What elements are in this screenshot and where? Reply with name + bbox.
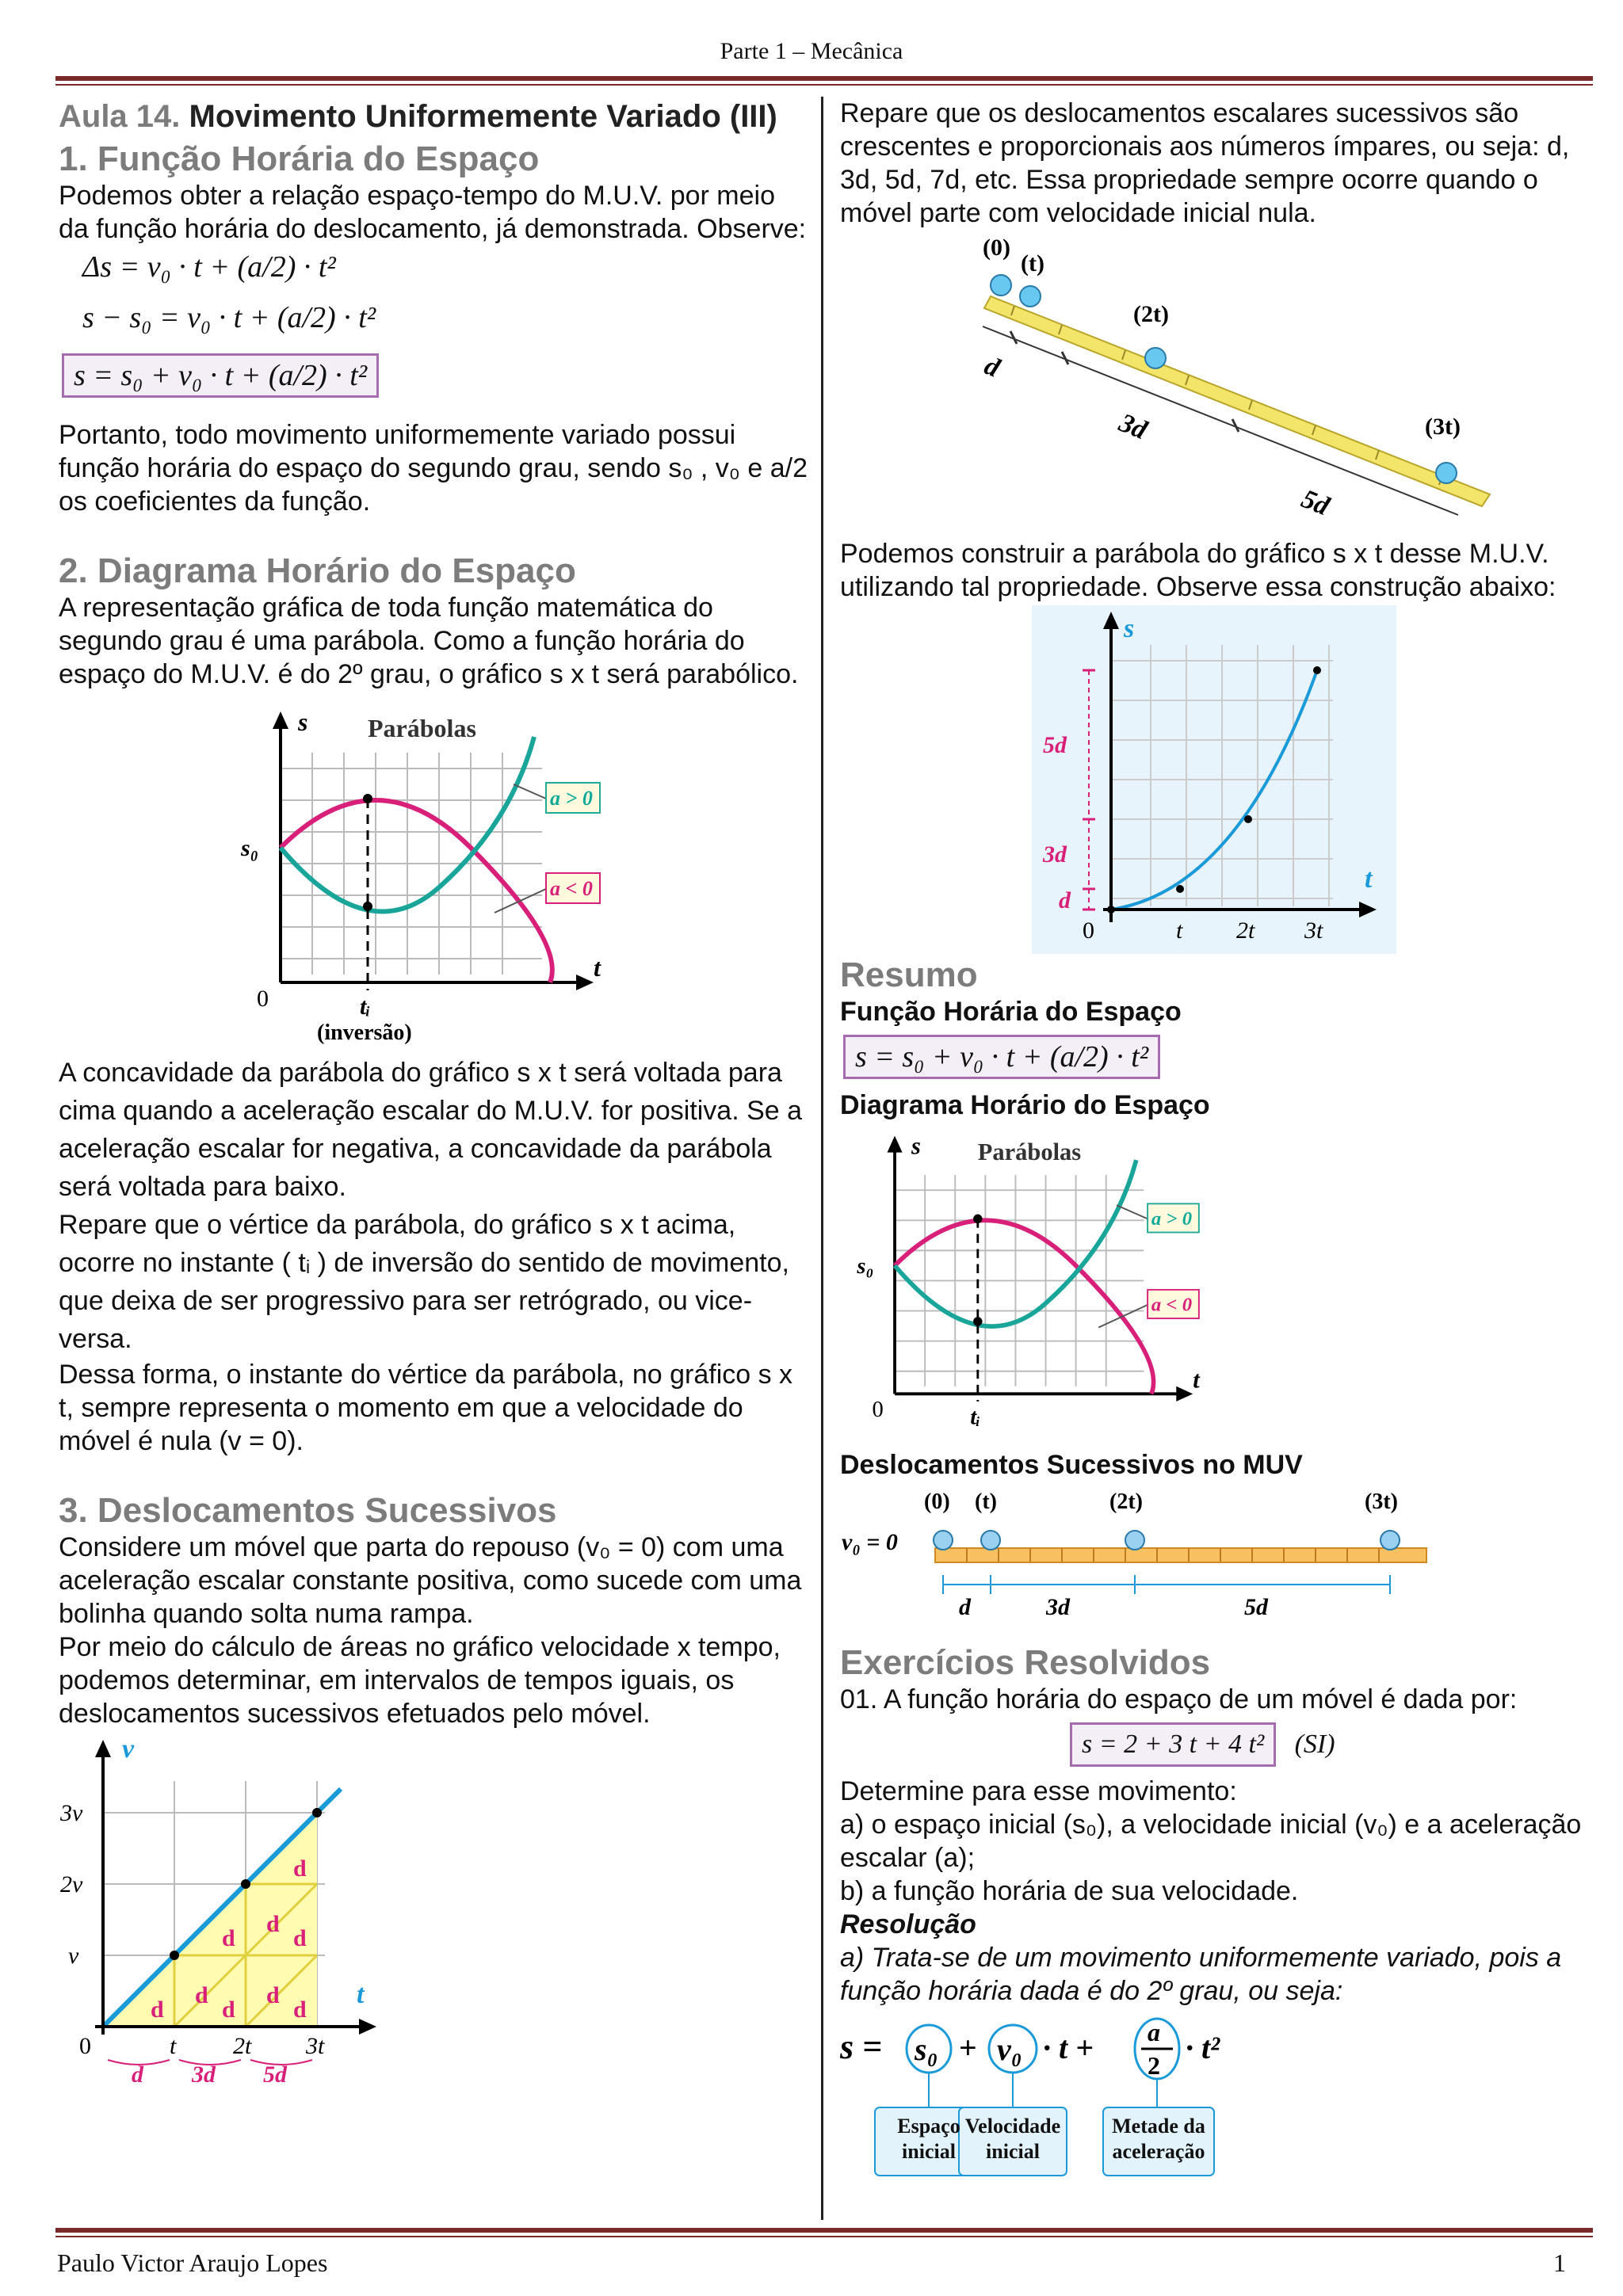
resolution-title: Resolução [840,1909,976,1939]
vt-xtick-3t: 3t [306,2033,325,2059]
track-label-3t: (3t) [1365,1489,1398,1514]
section-2-p1: A concavidade da parábola do gráfico s x t será voltada para cima quando a aceleração escalar do M.U.V. for positiva. Se a aceleração escalar for negativa, a concavidade da parábola será voltada para baixo. [59,1058,803,1202]
parabola-graph [233,705,629,1046]
vt-xtick-0: 0 [79,2033,91,2059]
st-y-axis: s [1124,614,1135,643]
svg-text:s₀: s₀ [915,2031,938,2067]
position-graph [1032,605,1396,954]
ramp-seg-d: d [980,351,1004,383]
section-2-intro: A representação gráfica de toda função matemática do segundo grau é uma parábola. Como a função horária do espaço do M.U.V. é do 2º grau, o gráfico s x t será parabólico. [59,593,799,689]
st-seg-d: d [1059,887,1071,913]
ramp-seg-3d: 3d [1115,408,1151,446]
resumo-label-a-neg: a < 0 [1151,1294,1193,1316]
coef-label-s0: Espaço inicial [897,2115,960,2163]
x-axis-t: t [594,953,601,982]
vt-cell-d: d [222,1925,235,1951]
lesson-prefix: Aula 14. [59,99,181,134]
vt-area-5d: 5d [263,2061,287,2082]
vt-cell-d: d [266,1911,280,1937]
exercise-unit: (SI) [1294,1730,1335,1759]
right-p2: Podemos construir a parábola do gráfico s x t desse M.U.V. utilizando tal propriedade. Observe essa construção abaixo: [840,539,1556,602]
coef-label-v0: Velocidade inicial [964,2115,1061,2163]
resumo-func-title: Função Horária do Espaço [840,997,1182,1027]
st-seg-5d: 5d [1043,732,1067,758]
track-figure [840,1485,1442,1619]
ti-label: tᵢ [360,994,371,1020]
section-3-title: 3. Deslocamentos Sucessivos [59,1491,557,1530]
origin-0: 0 [257,986,269,1012]
ramp-label-3t: (3t) [1425,414,1461,440]
section-2-title: 2. Diagrama Horário do Espaço [59,551,576,590]
vt-cell-d: d [151,1997,164,2023]
ti-note: (inversão) [317,1020,412,1045]
ramp-figure [967,233,1522,534]
exercise-equation: s = 2 + 3 t + 4 t² [1070,1722,1276,1767]
parabola-title: Parábolas [368,714,476,742]
section-3-p2: Por meio do cálculo de áreas no gráfico velocidade x tempo, podemos determinar, em intervalos de tempos iguais, os deslocamentos sucessivos efetuados pelo móvel. [59,1632,781,1729]
ramp-label-0: (0) [983,235,1010,261]
label-a-pos: a > 0 [550,787,593,810]
vt-x-axis: t [357,1980,365,2009]
coef-label-a: Metade da aceleração [1112,2115,1205,2163]
st-xtick-t: t [1176,917,1183,944]
ramp-label-t: (t) [1021,250,1044,277]
header-rule [55,76,1593,81]
exercises-title: Exercícios Resolvidos [840,1643,1211,1682]
st-xtick-2t: 2t [1236,917,1255,944]
resumo-s0: s₀ [857,1253,874,1279]
track-label-t: (t) [975,1489,997,1514]
exercise-item-a: a) o espaço inicial (s₀), a velocidade inicial (v₀) e a aceleração escalar (a); [840,1810,1582,1873]
section-1-conclusion: Portanto, todo movimento uniformemente variado possui função horária do espaço do segundo grau, sendo s₀ , v₀ e a/2 os coeficientes da função. [59,420,808,517]
coefficient-labels [840,2106,1585,2174]
svg-text:2: 2 [1148,2051,1160,2080]
vt-cell-d: d [222,1997,235,2023]
lesson-name: Movimento Uniformemente Variado (III) [189,99,777,134]
exercise-eq-line [1070,1722,1585,1767]
svg-text:a: a [1148,2018,1160,2046]
track-label-2t: (2t) [1109,1489,1143,1514]
svg-text:· t +: · t + [1043,2030,1094,2065]
footer-author: Paulo Victor Araujo Lopes [57,2248,328,2277]
footer-rule-thin [55,2236,1593,2237]
header-rule-thin [55,84,1593,86]
svg-text:· t²: · t² [1186,2030,1220,2065]
st-seg-3d: 3d [1043,841,1067,868]
resumo-eq-box [843,1035,1585,1079]
resumo-origin: 0 [872,1397,884,1422]
exercise-ask: Determine para esse movimento: [840,1776,1237,1806]
resumo-x-axis: t [1193,1366,1200,1394]
ramp-label-2t: (2t) [1133,301,1169,327]
resumo-ti: tᵢ [970,1405,981,1430]
track-v0: v₀ = 0 [842,1529,898,1555]
exercise-item-b: b) a função horária de sua velocidade. [840,1876,1299,1906]
track-seg-3d: 3d [1046,1594,1070,1619]
equation-3-box [62,353,812,398]
vt-xtick-t: t [170,2033,177,2059]
resumo-desl-title: Deslocamentos Sucessivos no MUV [840,1450,1303,1480]
resumo-parabola-graph [840,1130,1236,1447]
track-seg-d: d [959,1594,971,1619]
velocity-graph [55,1733,388,2082]
s0-label: s₀ [241,835,259,861]
vt-ytick-v: v [68,1943,79,1969]
vt-ytick-3v: 3v [60,1800,83,1826]
resumo-diag-title: Diagrama Horário do Espaço [840,1090,1210,1120]
vt-ytick-2v: 2v [60,1871,83,1897]
vt-y-axis: v [122,1734,135,1764]
ramp-seg-5d: 5d [1297,484,1334,522]
resolution-a: a) Trata-se de um movimento uniformemente variado, pois a função horária dada é do 2º grau, ou seja: [840,1943,1562,2006]
column-divider [821,97,823,2220]
resumo-parabola-title: Parábolas [977,1138,1082,1166]
section-1-title: 1. Função Horária do Espaço [59,139,540,178]
footer-rule [55,2228,1593,2233]
equation-2: s − s₀ = v₀ · t + (a/2) · t² [82,301,376,334]
section-3-p1: Considere um móvel que parta do repouso (v₀ = 0) com uma aceleração escalar constante positiva, como sucede com uma bolinha quando solta numa rampa. [59,1532,802,1629]
left-column [59,97,812,2082]
y-axis-s: s [298,707,308,736]
label-a-neg: a < 0 [550,877,593,900]
section-2-p2: Repare que o vértice da parábola, do gráfico s x t acima, ocorre no instante ( tᵢ ) de inversão do sentido de movimento, que deixa de ser progressivo para ser retrógrado, ou vice-versa. [59,1210,789,1354]
vt-cell-d: d [293,1925,307,1951]
resumo-equation: s = s₀ + v₀ · t + (a/2) · t² [843,1035,1160,1079]
section-2-p3: Dessa forma, o instante do vértice da parábola, no gráfico s x t, sempre representa o momento em que a velocidade do móvel é nula (v = 0). [59,1360,793,1456]
equation-3: s = s₀ + v₀ · t + (a/2) · t² [62,353,379,398]
st-xtick-0: 0 [1083,917,1094,944]
svg-text:v₀: v₀ [997,2031,1022,2067]
st-xtick-3t: 3t [1304,917,1323,944]
vt-area-d: d [132,2061,143,2082]
svg-text:s =: s = [840,2027,883,2066]
resumo-label-a-pos: a > 0 [1151,1208,1193,1230]
footer-page-number: 1 [1553,2248,1566,2277]
track-label-0: (0) [924,1489,950,1514]
page-header: Parte 1 – Mecânica [720,38,903,64]
exercise-question: 01. A função horária do espaço de um móvel é dada por: [840,1684,1518,1714]
st-x-axis: t [1365,864,1373,894]
right-column [840,97,1585,2174]
resumo-title: Resumo [840,955,978,994]
vt-cell-d: d [293,1997,307,2023]
lesson-title [59,97,812,136]
vt-cell-d: d [293,1855,307,1882]
resumo-y-axis: s [911,1132,921,1160]
track-seg-5d: 5d [1244,1594,1268,1619]
svg-text:+: + [959,2030,977,2065]
vt-xtick-2t: 2t [233,2033,252,2059]
right-p1: Repare que os deslocamentos escalares sucessivos são crescentes e proporcionais aos números ímpares, ou seja: d, 3d, 5d, 7d, etc. Essa propriedade sempre ocorre quando o móvel parte com velocidade inicial nula. [840,98,1570,228]
vt-cell-d: d [266,1982,280,2008]
section-1-intro: Podemos obter a relação espaço-tempo do M.U.V. por meio da função horária do deslocamento, já demonstrada. Observe: [59,181,807,244]
vt-cell-d: d [195,1982,208,2008]
vt-area-3d: 3d [192,2061,216,2082]
equation-1: Δs = v₀ · t + (a/2) · t² [82,250,336,284]
